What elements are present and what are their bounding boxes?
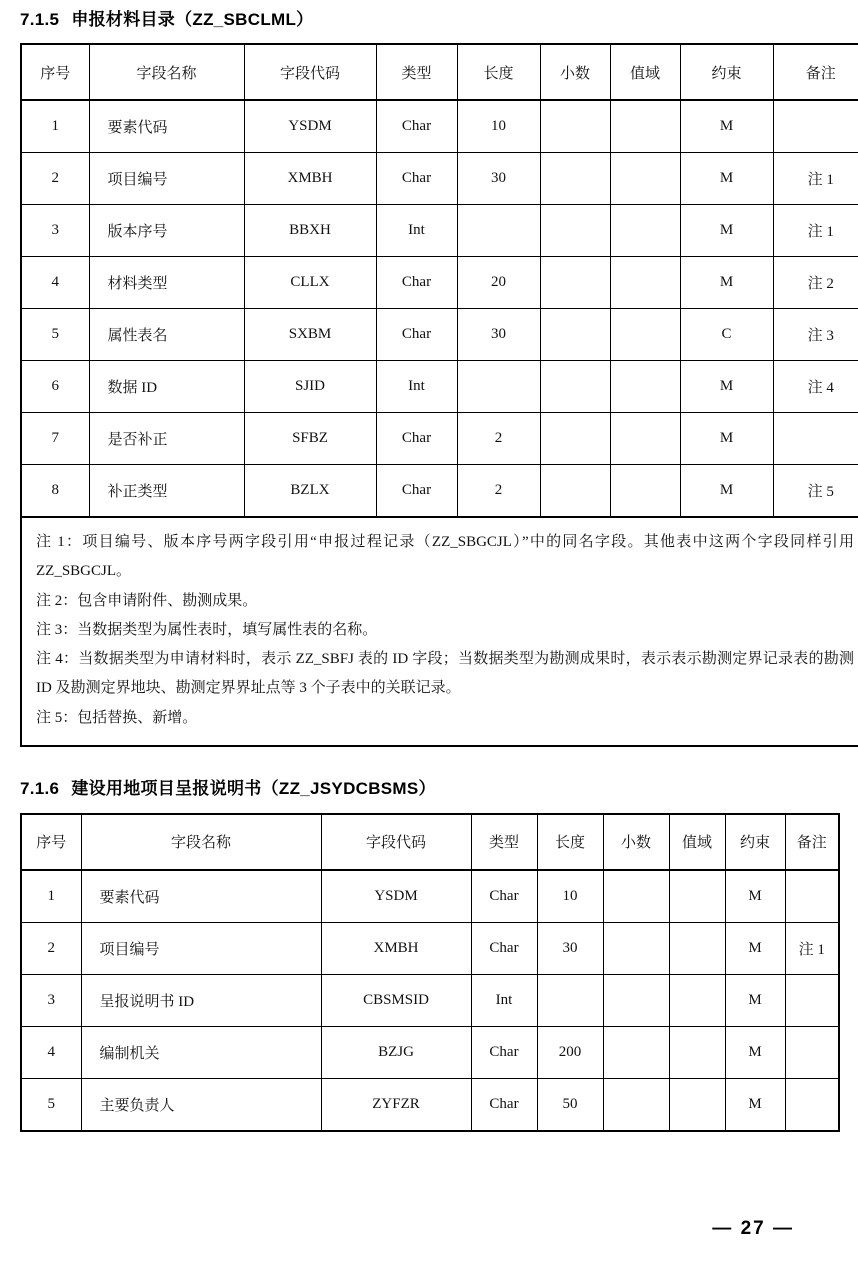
- cell-field-name: 要素代码: [81, 870, 321, 923]
- cell-type: Char: [376, 257, 457, 309]
- cell-value-range: [669, 1078, 725, 1131]
- cell-constraint: M: [725, 870, 785, 923]
- cell-value-range: [610, 257, 680, 309]
- cell-decimal: [603, 870, 669, 923]
- note-4: 注 4：当数据类型为申请材料时，表示 ZZ_SBFJ 表的 ID 字段；当数据类型为勘测成果时，表示表示勘测定界记录表的勘测 ID 及勘测定界地块、勘测定界界址点等 3 个子表中的关联记录。: [36, 651, 854, 697]
- table-body: [21, 870, 839, 1131]
- table-row: [21, 974, 839, 1026]
- cell-type: Char: [471, 922, 537, 974]
- table-row: [21, 309, 858, 361]
- table-row: [21, 465, 858, 518]
- cell-decimal: [540, 413, 610, 465]
- cell-length: 2: [457, 413, 540, 465]
- cell-field-code: BBXH: [244, 205, 376, 257]
- cell-seq: 4: [21, 1026, 81, 1078]
- cell-field-code: SFBZ: [244, 413, 376, 465]
- table-row: [21, 413, 858, 465]
- cell-length: 10: [457, 100, 540, 153]
- column-header-decimal: 小数: [603, 814, 669, 870]
- cell-length: 50: [537, 1078, 603, 1131]
- cell-type: Char: [471, 870, 537, 923]
- table-jsydcbsms: [20, 813, 840, 1132]
- cell-remark: [785, 974, 839, 1026]
- cell-constraint: M: [725, 922, 785, 974]
- cell-type: Char: [376, 100, 457, 153]
- cell-field-name: 编制机关: [81, 1026, 321, 1078]
- cell-constraint: M: [680, 361, 773, 413]
- cell-constraint: M: [725, 1078, 785, 1131]
- note-5: 注 5：包括替换、新增。: [36, 709, 198, 726]
- cell-type: Char: [376, 465, 457, 518]
- cell-seq: 3: [21, 974, 81, 1026]
- table-row: [21, 100, 858, 153]
- cell-field-name: 数据 ID: [89, 361, 244, 413]
- column-header-remark: 备注: [785, 814, 839, 870]
- cell-field-name: 呈报说明书 ID: [81, 974, 321, 1026]
- cell-seq: 2: [21, 153, 89, 205]
- cell-length: [457, 361, 540, 413]
- cell-type: Int: [471, 974, 537, 1026]
- cell-decimal: [603, 1078, 669, 1131]
- column-header-decimal: 小数: [540, 44, 610, 100]
- cell-value-range: [669, 974, 725, 1026]
- note-3: 注 3：当数据类型为属性表时，填写属性表的名称。: [36, 621, 378, 638]
- table-header-row: [21, 814, 839, 870]
- table-row: [21, 870, 839, 923]
- section-heading-7-1-5: [20, 0, 838, 43]
- column-header-value-range: 值域: [610, 44, 680, 100]
- cell-type: Char: [471, 1026, 537, 1078]
- cell-field-code: CLLX: [244, 257, 376, 309]
- cell-field-code: XMBH: [244, 153, 376, 205]
- cell-field-name: 版本序号: [89, 205, 244, 257]
- cell-decimal: [603, 974, 669, 1026]
- cell-value-range: [610, 413, 680, 465]
- section-title: 建设用地项目呈报说明书（ZZ_JSYDCBSMS）: [71, 778, 436, 798]
- cell-field-name: 材料类型: [89, 257, 244, 309]
- cell-seq: 3: [21, 205, 89, 257]
- cell-remark: [785, 1078, 839, 1131]
- cell-remark: 注 3: [773, 309, 858, 361]
- cell-field-name: 项目编号: [81, 922, 321, 974]
- cell-field-code: SXBM: [244, 309, 376, 361]
- cell-decimal: [540, 257, 610, 309]
- cell-constraint: M: [725, 1026, 785, 1078]
- cell-constraint: M: [680, 413, 773, 465]
- column-header-type: 类型: [376, 44, 457, 100]
- table-header: [21, 44, 858, 100]
- column-header-value-range: 值域: [669, 814, 725, 870]
- cell-type: Char: [376, 413, 457, 465]
- cell-decimal: [540, 153, 610, 205]
- cell-type: Char: [376, 153, 457, 205]
- table-header-row: [21, 44, 858, 100]
- cell-length: [537, 974, 603, 1026]
- cell-value-range: [610, 309, 680, 361]
- cell-remark: 注 1: [785, 922, 839, 974]
- cell-field-code: ZYFZR: [321, 1078, 471, 1131]
- cell-decimal: [540, 361, 610, 413]
- cell-value-range: [669, 870, 725, 923]
- column-header-length: 长度: [537, 814, 603, 870]
- cell-decimal: [540, 465, 610, 518]
- cell-value-range: [669, 922, 725, 974]
- cell-field-name: 补正类型: [89, 465, 244, 518]
- column-header-field-name: 字段名称: [81, 814, 321, 870]
- cell-type: Char: [471, 1078, 537, 1131]
- table-header: [21, 814, 839, 870]
- cell-seq: 7: [21, 413, 89, 465]
- cell-constraint: M: [725, 974, 785, 1026]
- cell-remark: 注 1: [773, 205, 858, 257]
- column-header-length: 长度: [457, 44, 540, 100]
- cell-length: 30: [537, 922, 603, 974]
- cell-field-code: SJID: [244, 361, 376, 413]
- cell-decimal: [603, 922, 669, 974]
- cell-constraint: M: [680, 153, 773, 205]
- column-header-constraint: 约束: [680, 44, 773, 100]
- cell-seq: 6: [21, 361, 89, 413]
- column-header-field-name: 字段名称: [89, 44, 244, 100]
- cell-field-name: 要素代码: [89, 100, 244, 153]
- column-header-remark: 备注: [773, 44, 858, 100]
- cell-length: [457, 205, 540, 257]
- table-body: [21, 100, 858, 746]
- cell-field-name: 项目编号: [89, 153, 244, 205]
- cell-seq: 2: [21, 922, 81, 974]
- column-header-seq: 序号: [21, 814, 81, 870]
- cell-remark: 注 4: [773, 361, 858, 413]
- cell-constraint: M: [680, 257, 773, 309]
- column-header-type: 类型: [471, 814, 537, 870]
- table-sbclml: [20, 43, 858, 747]
- cell-field-code: XMBH: [321, 922, 471, 974]
- column-header-seq: 序号: [21, 44, 89, 100]
- cell-field-code: BZLX: [244, 465, 376, 518]
- cell-seq: 5: [21, 1078, 81, 1131]
- cell-constraint: M: [680, 100, 773, 153]
- cell-field-name: 属性表名: [89, 309, 244, 361]
- page-number: — 27 —: [712, 1218, 794, 1239]
- cell-value-range: [610, 205, 680, 257]
- cell-value-range: [610, 153, 680, 205]
- cell-field-name: 是否补正: [89, 413, 244, 465]
- table-row: [21, 361, 858, 413]
- cell-remark: [773, 413, 858, 465]
- cell-seq: 5: [21, 309, 89, 361]
- cell-remark: [785, 1026, 839, 1078]
- cell-field-code: BZJG: [321, 1026, 471, 1078]
- cell-length: 200: [537, 1026, 603, 1078]
- cell-value-range: [610, 100, 680, 153]
- cell-remark: 注 2: [773, 257, 858, 309]
- cell-field-code: YSDM: [244, 100, 376, 153]
- cell-value-range: [610, 465, 680, 518]
- cell-constraint: M: [680, 205, 773, 257]
- cell-field-name: 主要负责人: [81, 1078, 321, 1131]
- cell-type: Char: [376, 309, 457, 361]
- column-header-field-code: 字段代码: [321, 814, 471, 870]
- table-notes-row: [21, 517, 858, 746]
- cell-decimal: [603, 1026, 669, 1078]
- note-2: 注 2：包含申请附件、勘测成果。: [36, 592, 258, 609]
- cell-type: Int: [376, 205, 457, 257]
- table-row: [21, 922, 839, 974]
- note-1: 注 1：项目编号、版本序号两字段引用“申报过程记录（ZZ_SBGCJL）”中的同名字段。其他表中这两个字段同样引用 ZZ_SBGCJL。: [36, 534, 854, 580]
- cell-remark: [773, 100, 858, 153]
- section-number: 7.1.5: [20, 10, 60, 29]
- section-heading-7-1-6: [20, 747, 838, 813]
- column-header-field-code: 字段代码: [244, 44, 376, 100]
- cell-length: 20: [457, 257, 540, 309]
- cell-constraint: M: [680, 465, 773, 518]
- cell-type: Int: [376, 361, 457, 413]
- cell-field-code: CBSMSID: [321, 974, 471, 1026]
- cell-decimal: [540, 309, 610, 361]
- cell-length: 2: [457, 465, 540, 518]
- section-number: 7.1.6: [20, 778, 60, 798]
- table-row: [21, 257, 858, 309]
- cell-seq: 8: [21, 465, 89, 518]
- cell-length: 30: [457, 309, 540, 361]
- cell-constraint: C: [680, 309, 773, 361]
- column-header-constraint: 约束: [725, 814, 785, 870]
- cell-seq: 1: [21, 100, 89, 153]
- table-row: [21, 1026, 839, 1078]
- table-row: [21, 1078, 839, 1131]
- cell-remark: 注 5: [773, 465, 858, 518]
- cell-field-code: YSDM: [321, 870, 471, 923]
- table-row: [21, 153, 858, 205]
- cell-value-range: [610, 361, 680, 413]
- cell-decimal: [540, 205, 610, 257]
- cell-length: 10: [537, 870, 603, 923]
- cell-seq: 4: [21, 257, 89, 309]
- table-notes: [21, 517, 858, 746]
- cell-length: 30: [457, 153, 540, 205]
- cell-decimal: [540, 100, 610, 153]
- cell-remark: 注 1: [773, 153, 858, 205]
- cell-seq: 1: [21, 870, 81, 923]
- section-title: 申报材料目录（ZZ_SBCLML）: [71, 10, 314, 29]
- cell-remark: [785, 870, 839, 923]
- cell-value-range: [669, 1026, 725, 1078]
- table-row: [21, 205, 858, 257]
